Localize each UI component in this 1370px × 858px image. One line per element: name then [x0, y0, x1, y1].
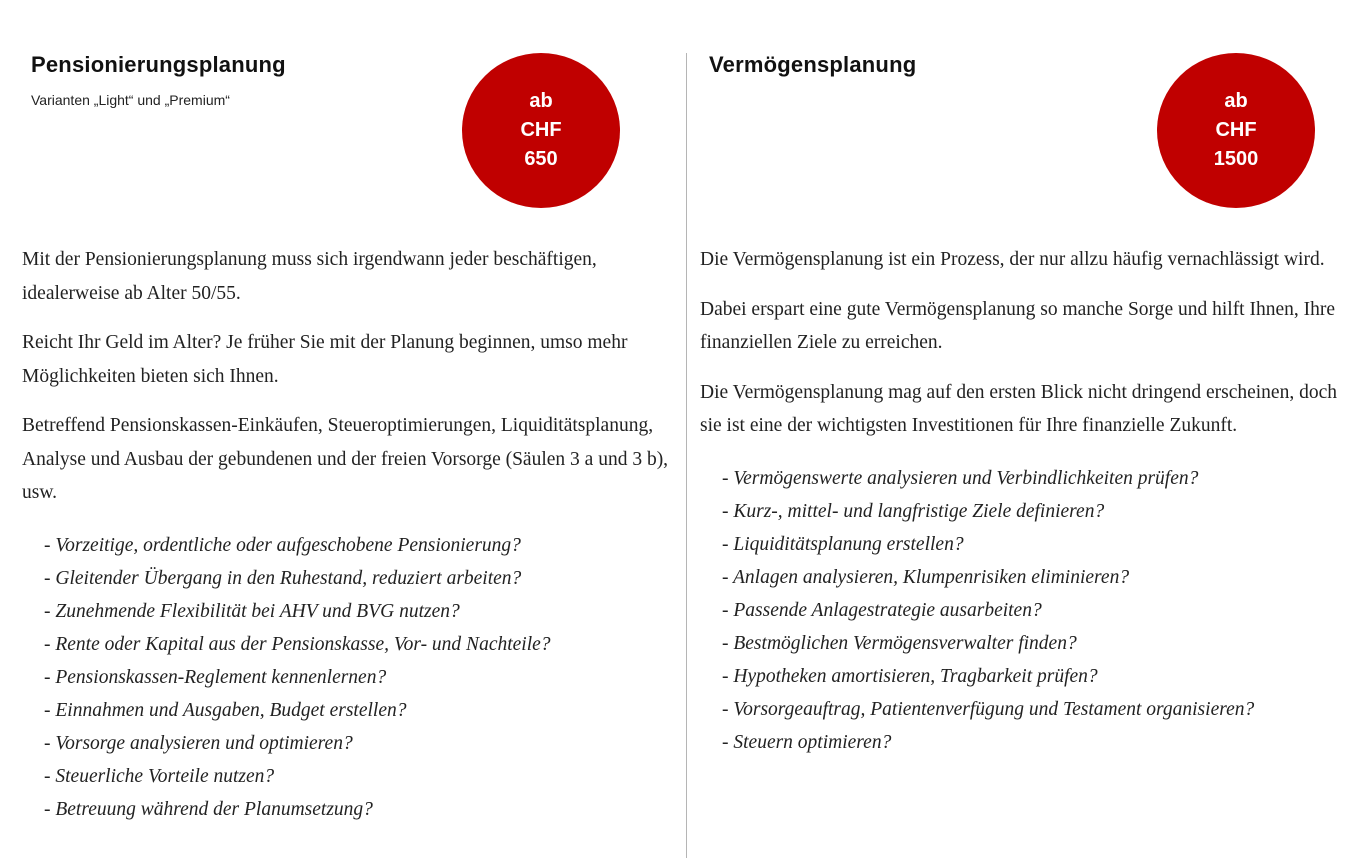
pension-planning-body [22, 243, 674, 826]
price-amount: 1500 [1213, 148, 1259, 170]
list-item: - Rente oder Kapital aus der Pensionskasse, Vor- und Nachteile? [44, 633, 551, 655]
list-item: - Pensionskassen-Reglement kennenlernen? [44, 666, 387, 688]
paragraph: Die Vermögensplanung mag auf den ersten Blick nicht dringend erscheinen, doch sie ist eine der wichtigsten Investitionen für Ihre finanzielle Zukunft. [700, 381, 1337, 436]
list-item: - Vorsorge analysieren und optimieren? [44, 732, 353, 754]
list-item: - Anlagen analysieren, Klumpenrisiken eliminieren? [722, 566, 1130, 588]
paragraph: Dabei erspart eine gute Vermögensplanung so manche Sorge und hilft Ihnen, Ihre finanziellen Ziele zu erreichen. [700, 298, 1336, 353]
list-item: - Bestmöglichen Vermögensverwalter finden? [722, 632, 1077, 654]
list-item: - Vermögenswerte analysieren und Verbindlichkeiten prüfen? [722, 467, 1199, 489]
wealth-question-list [700, 462, 1362, 759]
pension-question-list [22, 529, 674, 826]
list-item: - Liquiditätsplanung erstellen? [722, 533, 964, 555]
list-item: - Steuerliche Vorteile nutzen? [44, 765, 275, 787]
price-currency: CHF [520, 119, 562, 141]
list-item: - Betreuung während der Planumsetzung? [44, 798, 373, 820]
price-prefix: ab [1224, 90, 1248, 112]
list-item: - Einnahmen und Ausgaben, Budget erstellen? [44, 699, 407, 721]
wealth-planning-title: Vermögensplanung [709, 52, 917, 77]
paragraph: Die Vermögensplanung ist ein Prozess, der nur allzu häufig vernachlässigt wird. [700, 249, 1325, 270]
pension-planning-subtitle: Varianten „Light“ und „Premium“ [31, 92, 230, 108]
wealth-planning-body [700, 243, 1362, 759]
list-item: - Kurz-, mittel- und langfristige Ziele definieren? [722, 500, 1105, 522]
pension-planning-title: Pensionierungsplanung [31, 52, 286, 77]
list-item: - Passende Anlagestrategie ausarbeiten? [722, 599, 1042, 621]
paragraph: Reicht Ihr Geld im Alter? Je früher Sie mit der Planung beginnen, umso mehr Möglichkeiten bieten sich Ihnen. [22, 332, 628, 387]
price-amount: 650 [524, 148, 558, 170]
list-item: - Steuern optimieren? [722, 731, 892, 753]
list-item: - Gleitender Übergang in den Ruhestand, reduziert arbeiten? [44, 567, 522, 589]
wealth-price-badge [1157, 53, 1315, 208]
list-item: - Hypotheken amortisieren, Tragbarkeit prüfen? [722, 665, 1098, 687]
list-item: - Vorsorgeauftrag, Patientenverfügung und Testament organisieren? [722, 698, 1255, 720]
paragraph: Mit der Pensionierungsplanung muss sich irgendwann jeder beschäftigen, idealerweise ab Alter 50/55. [22, 249, 597, 304]
list-item: - Vorzeitige, ordentliche oder aufgeschobene Pensionierung? [44, 534, 521, 556]
list-item: - Zunehmende Flexibilität bei AHV und BVG nutzen? [44, 600, 460, 622]
price-currency: CHF [1215, 119, 1257, 141]
paragraph: Betreffend Pensionskassen-Einkäufen, Steueroptimierungen, Liquiditätsplanung, Analyse und Ausbau der gebundenen und der freien Vorsorge (Säulen 3 a und 3 b), usw. [22, 415, 669, 503]
pension-price-badge [462, 53, 620, 208]
wealth-planning-column [687, 0, 1370, 858]
price-prefix: ab [529, 90, 553, 112]
